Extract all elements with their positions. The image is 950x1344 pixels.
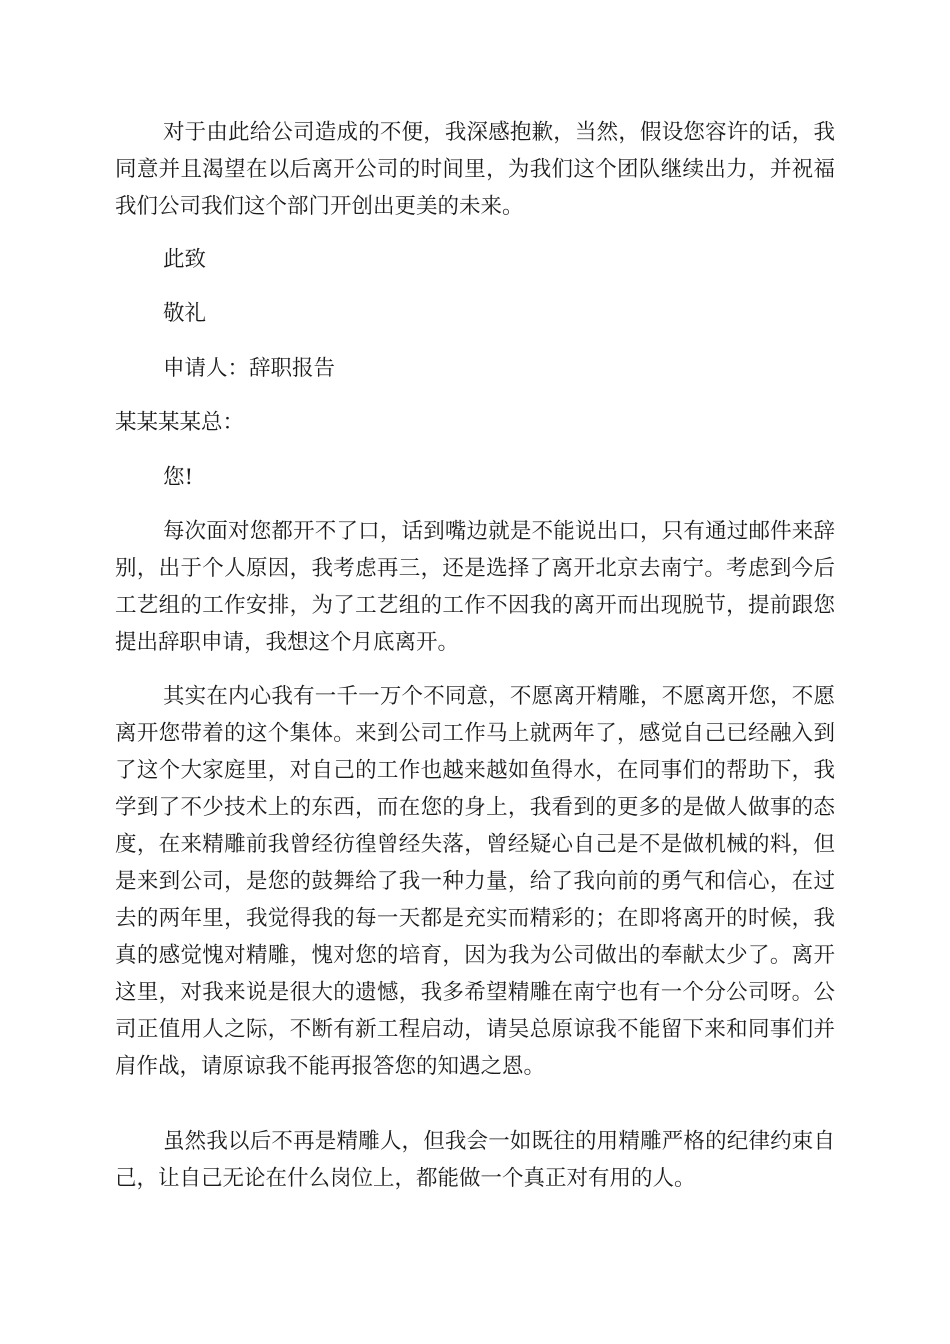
closing-line-2: 敬礼 (163, 301, 207, 326)
closing-line-1: 此致 (163, 247, 207, 272)
salutation: 某某某某总： (115, 410, 245, 435)
paragraph-apology: 对于由此给公司造成的不便，我深感抱歉，当然，假设您容许的话，我同意并且渴望在以后离开公司的时间里，为我们这个团队继续出力，并祝福我们公司我们这个部门开创出更美的未来。 (115, 120, 835, 219)
paragraph-1: 每次面对您都开不了口，话到嘴边就是不能说出口，只有通过邮件来辞别，出于个人原因，我考虑再三，还是选择了离开北京去南宁。考虑到今后工艺组的工作安排，为了工艺组的工作不因我的离开而出现脱节，提前跟您提出辞职申请，我想这个月底离开。 (115, 519, 835, 655)
applicant-line: 申请人：辞职报告 (163, 356, 336, 381)
paragraph-2: 其实在内心我有一千一万个不同意，不愿离开精雕，不愿离开您，不愿离开您带着的这个集体。来到公司工作马上就两年了，感觉自己已经融入到了这个大家庭里，对自己的工作也越来越如鱼得水，在同事们的帮助下，我学到了不少技术上的东西，而在您的身上，我看到的更多的是做人做事的态度，在来精雕前我曾经彷徨曾经失落，曾经疑心自己是不是做机械的料，但是来到公司，是您的鼓舞给了我一种力量，给了我向前的勇气和信心，在过去的两年里，我觉得我的每一天都是充实而精彩的；在即将离开的时候，我真的感觉愧对精雕，愧对您的培育，因为我为公司做出的奉献太少了。离开这里，对我来说是很大的遗憾，我多希望精雕在南宁也有一个分公司呀。公司正值用人之际，不断有新工程启动，请吴总原谅我不能留下来和同事们并肩作战，请原谅我不能再报答您的知遇之恩。 (115, 684, 835, 1079)
greeting: 您! (163, 465, 194, 490)
paragraph-3: 虽然我以后不再是精雕人，但我会一如既往的用精雕严格的纪律约束自己，让自己无论在什么岗位上，都能做一个真正对有用的人。 (115, 1129, 835, 1191)
